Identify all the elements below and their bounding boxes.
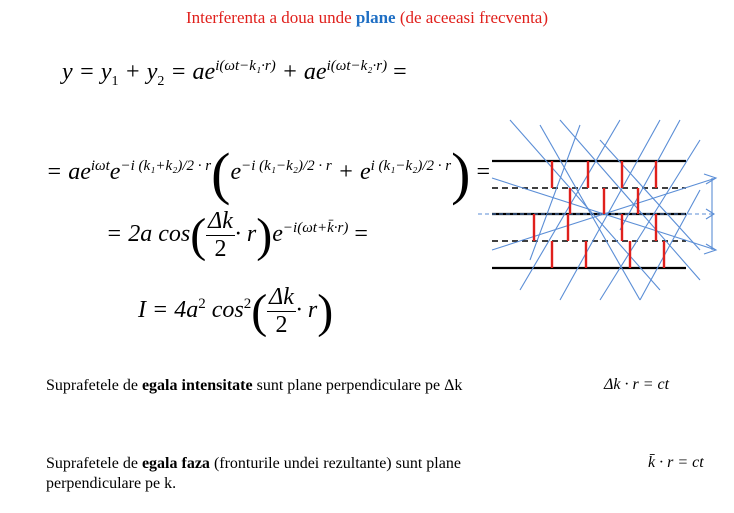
eq2-plus: + e: [331, 159, 371, 186]
ray: [600, 140, 700, 250]
eq3-dot-r: · r: [234, 221, 257, 248]
arrow-head: [704, 174, 716, 184]
equation-line-4: $I = 4a^2$ $\cos^2$( $\frac{\Delta k}{2}$ · r): [138, 284, 334, 338]
p2-pre: Suprafetele de: [46, 455, 142, 472]
eq2-exp1: iωt: [90, 158, 110, 175]
eq4-sup2: 2: [243, 296, 252, 313]
arrow-head: [704, 244, 716, 254]
eq2-exp3: −i (k₁−k₂)/2 · r: [241, 158, 332, 175]
eq2-end: =: [470, 159, 491, 186]
p1-post: sunt plane perpendiculare pe Δk: [252, 377, 463, 394]
p1-bold: egala intensitate: [141, 377, 253, 394]
eq4-frac-num: Δk: [269, 284, 294, 310]
equation-line-1: $y = y_1 + y_2 = ae^{i(\omega t-k_1\cdot r)} + ae^{i(\omega t-k_2\cdot r)}$ =: [62, 58, 407, 89]
ray: [540, 125, 640, 300]
equation-line-2: = $ae^{i\omega t}e^{-i (k_1+k_2)/2 \cdot r}(e^{-i (k_1-k_2)/2 \cdot r} + e^{i (k_1-k_2)/2 \cdot r})$ =: [46, 141, 491, 206]
eq4-cos: cos: [205, 297, 244, 324]
p2-bold: egala faza: [141, 455, 210, 472]
equation-line-3: = 2a cos( $\frac{\Delta k}{2}$ · $r)e^{-i(\omega t+k̄\cdot r)}$ =: [106, 208, 368, 262]
eq3-e: e: [272, 221, 283, 248]
title-prefix: Interferenta a doua unde: [185, 8, 356, 27]
eq1-plus: + ae: [275, 59, 327, 85]
p1-pre: Suprafetele de: [46, 377, 142, 394]
ray: [640, 190, 700, 300]
eq2-start: = ae: [46, 159, 91, 186]
paragraph-equal-phase: [46, 454, 606, 494]
eq4-start: I = 4a: [138, 297, 199, 324]
eq1-lhs: y = y: [62, 59, 112, 85]
eq3-frac-den: 2: [214, 236, 227, 262]
ray: [600, 140, 700, 300]
eq3-frac-num: Δk: [208, 208, 233, 234]
eq1-exp1: i(ωt−k₁·r): [215, 58, 276, 74]
rays: [478, 120, 716, 300]
eq1-eq: = ae: [164, 59, 216, 85]
eq2-e2: e: [230, 159, 242, 186]
paragraph-equal-intensity: [46, 376, 462, 396]
eq1-exp2: i(ωt−k₂·r): [326, 58, 388, 74]
eq3-end: =: [348, 221, 368, 248]
eq2-e: e: [109, 159, 121, 186]
eq3-start: = 2a cos: [106, 221, 191, 248]
relation-phase: k̄ · r = ct: [648, 454, 704, 471]
eq4-frac-den: 2: [275, 312, 288, 338]
eq2-exp2: −i (k₁+k₂)/2 · r: [120, 158, 212, 175]
title-suffix: (de aceeasi frecventa): [395, 8, 549, 27]
eq4-sup: 2: [198, 296, 206, 313]
eq3-exp: −i(ωt+k̄·r): [282, 220, 349, 237]
p2-line2: perpendiculare pe k.: [46, 475, 177, 492]
eq2-exp4: i (k₁−k₂)/2 · r: [370, 158, 452, 175]
eq1-rest: + y: [118, 59, 158, 85]
title-highlight: plane: [355, 8, 396, 27]
p2-post: (fronturile undei rezultante) sunt plane: [209, 455, 461, 472]
eq1-end: =: [387, 59, 407, 85]
relation-intensity: Δk · r = ct: [604, 376, 670, 393]
eq4-dot-r: · r: [295, 297, 318, 324]
